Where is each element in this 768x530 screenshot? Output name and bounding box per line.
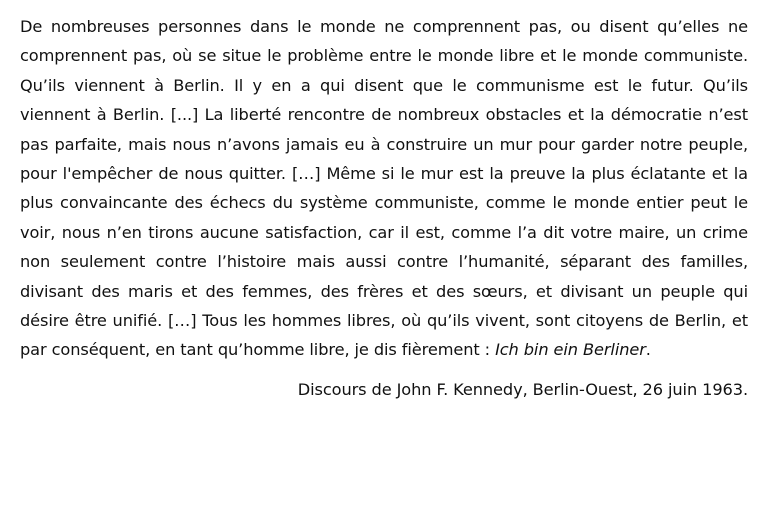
quote-text: De nombreuses personnes dans le monde ne comprennent pas, ou disent qu’elles ne comprennent pas, où se situe le problème entre le monde libre et le monde communiste. Qu’ils viennent à Berlin. Il y en a qui disent que le communisme est le futur. Qu’ils viennent à Berlin. [...] La liberté rencontre de nombreux obstacles et la démocratie n’est pas parfaite, mais nous n’avons jamais eu à construire un mur pour garder notre peuple, pour l'empêcher de nous quitter. […] Même si le mur est la preuve la plus éclatante et la plus convaincante des échecs du système communiste, comme le monde entier peut le voir, nous n’en tirons aucune satisfaction, car il est, comme l’a dit votre maire, un crime non seulement contre l’histoire mais aussi contre l’humanité, séparant des familles, divisant des maris et des femmes, des frères et des sœurs, et divisant un peuple qui désire être unifié. […] Tous les hommes libres, où qu’ils vivent, sont citoyens de Berlin, et par conséquent, en tant qu’homme libre, je dis fièrement : (20, 17, 748, 360)
document-page (20, 12, 748, 404)
quote-end-punctuation: . (645, 340, 651, 360)
source-citation: Discours de John F. Kennedy, Berlin-Ouest, 26 juin 1963. (297, 379, 748, 399)
quote-paragraph (20, 12, 748, 365)
quote-italic-phrase: Ich bin ein Berliner (495, 340, 646, 360)
